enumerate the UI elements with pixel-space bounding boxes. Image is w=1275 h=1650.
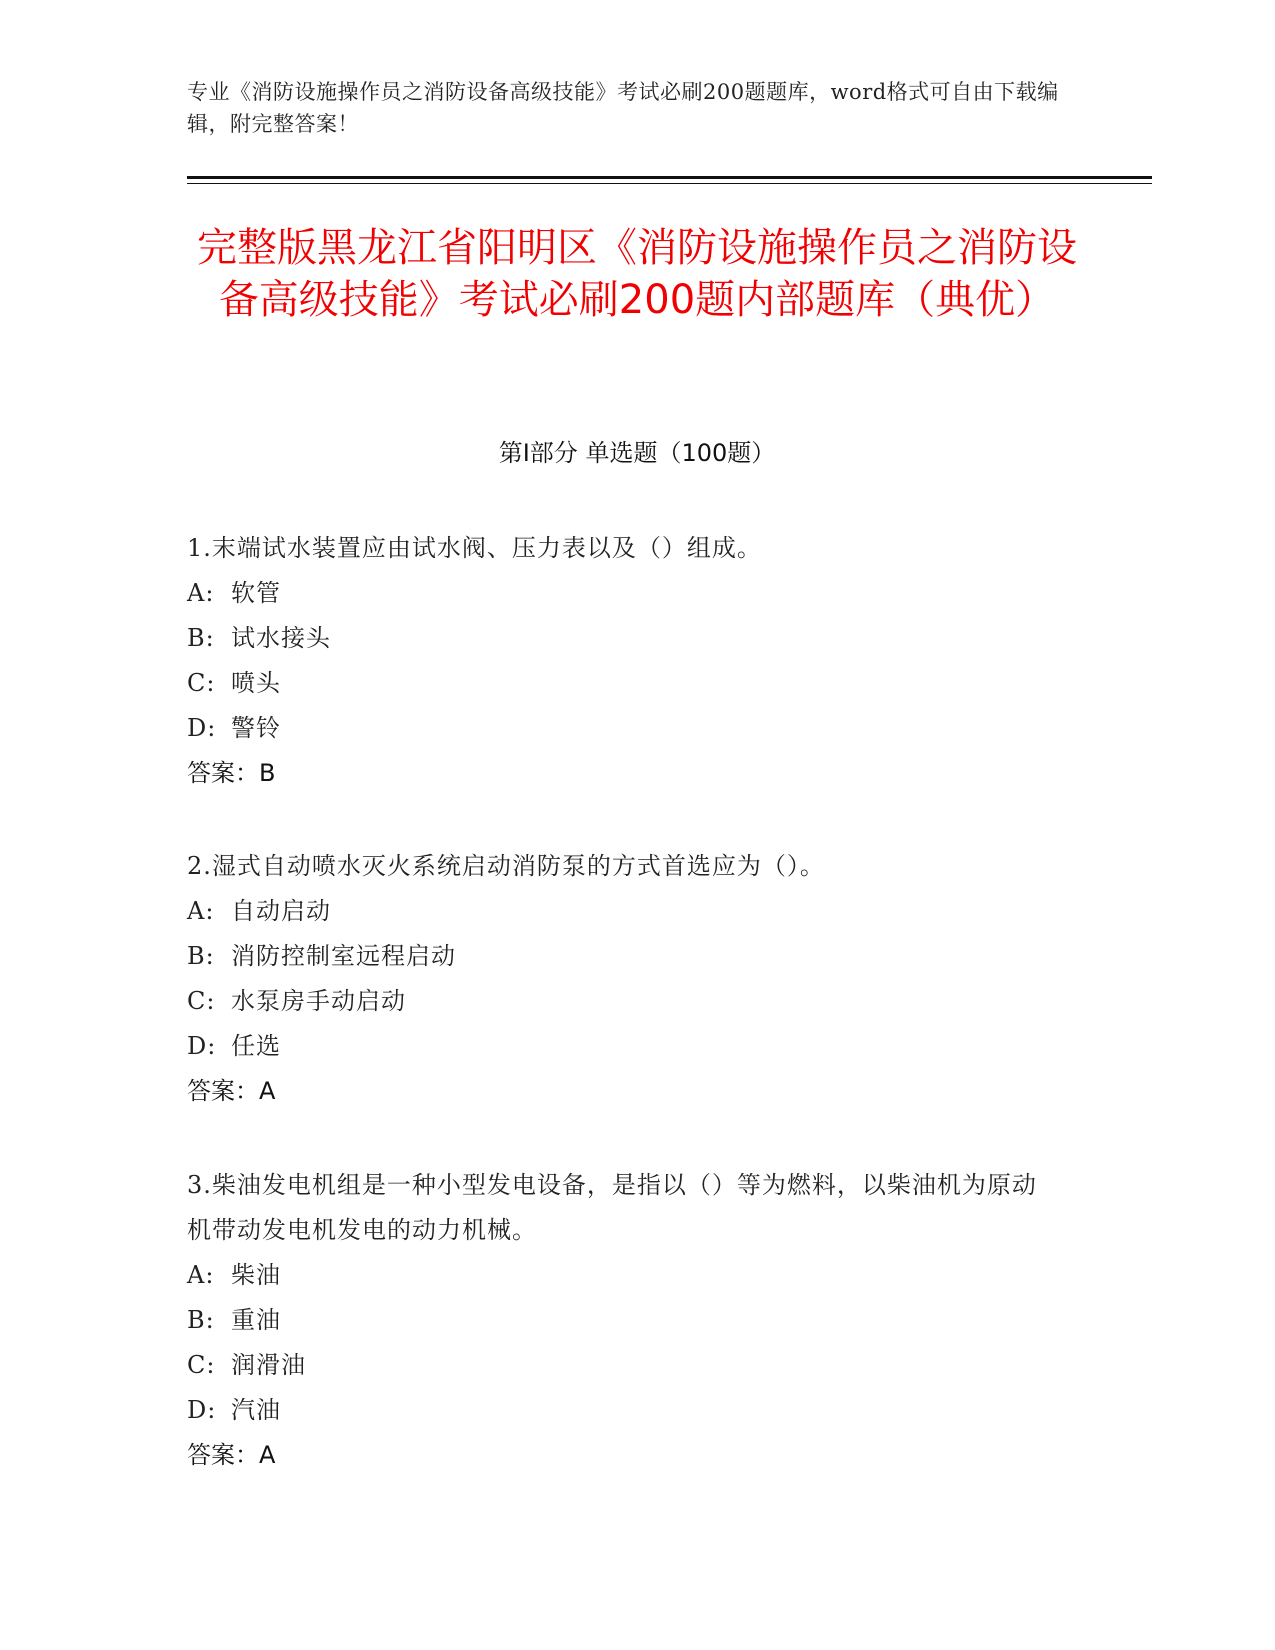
option-c bbox=[187, 661, 1087, 706]
option-b bbox=[187, 616, 1087, 661]
option-text: 润滑油 bbox=[231, 1351, 306, 1379]
option-text: 自动启动 bbox=[231, 897, 331, 925]
option-a bbox=[187, 571, 1087, 616]
section-title: 第I部分 单选题（100题） bbox=[498, 439, 776, 467]
option-text: 消防控制室远程启动 bbox=[231, 942, 456, 970]
option-text: 水泵房手动启动 bbox=[231, 987, 406, 1015]
question-3 bbox=[187, 1163, 1087, 1478]
option-text: 警铃 bbox=[231, 714, 281, 742]
option-label: C: bbox=[187, 987, 216, 1015]
option-d bbox=[187, 1024, 1087, 1069]
question-1 bbox=[187, 526, 1087, 796]
answer-line: 答案：B bbox=[187, 759, 276, 787]
document-title: 完整版黑龙江省阳明区《消防设施操作员之消防设备高级技能》考试必刷200题内部题库（典优） bbox=[197, 225, 1077, 323]
option-text: 喷头 bbox=[231, 669, 281, 697]
option-text: 柴油 bbox=[231, 1261, 281, 1289]
option-text: 软管 bbox=[231, 579, 281, 607]
header-rule-thick bbox=[187, 176, 1152, 179]
option-label: A: bbox=[187, 1261, 215, 1289]
option-label: A: bbox=[187, 579, 215, 607]
header-rule-thin bbox=[187, 183, 1152, 184]
question-stem: 1.末端试水装置应由试水阀、压力表以及（）组成。 bbox=[187, 534, 762, 562]
option-d bbox=[187, 1388, 1087, 1433]
option-c bbox=[187, 979, 1087, 1024]
option-text: 任选 bbox=[231, 1032, 281, 1060]
option-label: B: bbox=[187, 942, 215, 970]
option-a bbox=[187, 1253, 1087, 1298]
option-text: 汽油 bbox=[231, 1396, 281, 1424]
option-label: C: bbox=[187, 1351, 216, 1379]
option-label: D: bbox=[187, 1396, 217, 1424]
option-text: 重油 bbox=[231, 1306, 281, 1334]
option-text: 试水接头 bbox=[231, 624, 331, 652]
question-stem: 3.柴油发电机组是一种小型发电设备，是指以（）等为燃料，以柴油机为原动机带动发电机发电的动力机械。 bbox=[187, 1171, 1037, 1244]
option-a bbox=[187, 889, 1087, 934]
option-label: C: bbox=[187, 669, 216, 697]
option-b bbox=[187, 1298, 1087, 1343]
answer-line: 答案：A bbox=[187, 1441, 276, 1469]
option-label: A: bbox=[187, 897, 215, 925]
option-label: D: bbox=[187, 714, 217, 742]
option-c bbox=[187, 1343, 1087, 1388]
option-label: B: bbox=[187, 1306, 215, 1334]
question-stem: 2.湿式自动喷水灭火系统启动消防泵的方式首选应为（）。 bbox=[187, 852, 825, 880]
answer-line: 答案：A bbox=[187, 1077, 276, 1105]
intro-text: 专业《消防设施操作员之消防设备高级技能》考试必刷200题题库，word格式可自由下载编辑，附完整答案！ bbox=[187, 80, 1059, 136]
option-label: D: bbox=[187, 1032, 217, 1060]
option-d bbox=[187, 706, 1087, 751]
option-label: B: bbox=[187, 624, 215, 652]
question-2 bbox=[187, 844, 1087, 1114]
option-b bbox=[187, 934, 1087, 979]
